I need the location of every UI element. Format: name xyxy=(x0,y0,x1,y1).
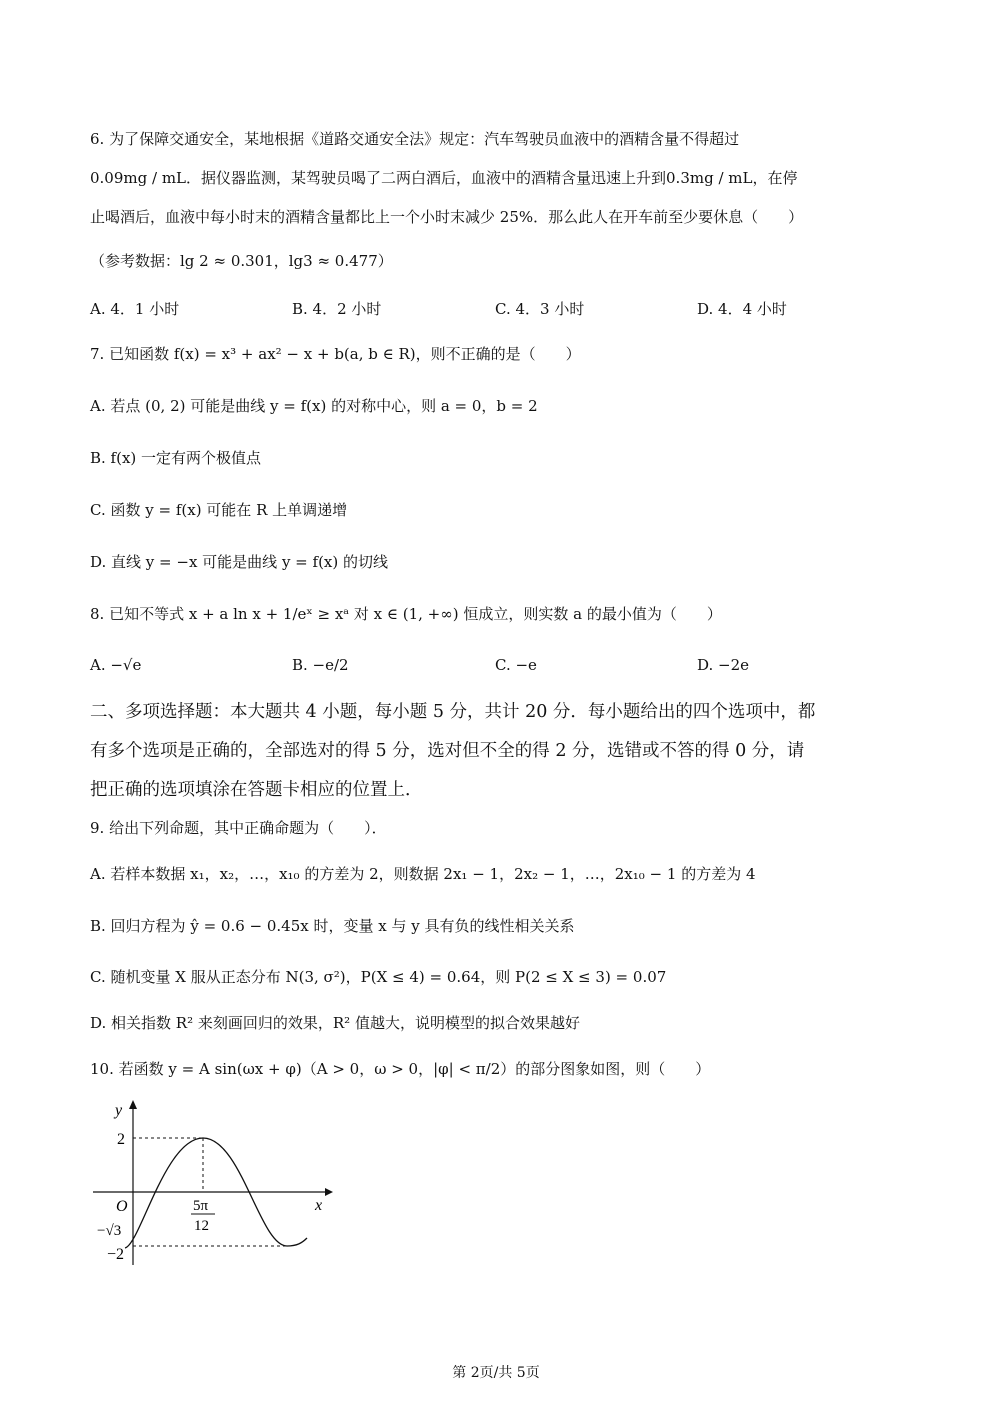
q6-option-b: B. 4．2 小时 xyxy=(292,300,382,318)
q6-line3: 止喝酒后，血液中每小时末的酒精含量都比上一个小时末减少 25%．那么此人在开车前至少要休息（ ） xyxy=(90,208,804,226)
origin-label: O xyxy=(116,1198,128,1215)
q8-option-c: C. −e xyxy=(495,656,537,674)
tick-label-neg2: −2 xyxy=(107,1246,125,1263)
x-tick-denominator: 12 xyxy=(194,1218,209,1234)
x-axis-label: x xyxy=(315,1197,323,1214)
q6-option-d: D. 4．4 小时 xyxy=(697,300,787,318)
q10-stem: 10. 若函数 y = A sin(ωx + φ)（A > 0，ω > 0，|φ| < π/2）的部分图象如图，则（ ） xyxy=(90,1060,711,1078)
x-tick-numerator: 5π xyxy=(193,1198,209,1214)
q8-stem: 8. 已知不等式 x + a ln x + 1/eˣ ≥ xᵃ 对 x ∈ (1, +∞) 恒成立，则实数 a 的最小值为（ ） xyxy=(90,605,722,623)
q6-option-a: A. 4．1 小时 xyxy=(90,300,180,318)
section2-line2: 有多个选项是正确的，全部选对的得 5 分，选对但不全的得 2 分，选错或不答的得 0 分，请 xyxy=(90,741,805,761)
q6-option-c: C. 4．3 小时 xyxy=(495,300,585,318)
q6-reference-data: （参考数据：lg 2 ≈ 0.301，lg3 ≈ 0.477） xyxy=(90,252,393,270)
q7-stem: 7. 已知函数 f(x) = x³ + ax² − x + b(a, b ∈ R)，则不正确的是（ ） xyxy=(90,345,581,363)
q8-option-a: A. −√e xyxy=(90,656,142,674)
q6-line2: 0.09mg / mL．据仪器监测，某驾驶员喝了二两白酒后，血液中的酒精含量迅速上升到0.3mg / mL，在停 xyxy=(90,169,798,187)
q9-option-d: D. 相关指数 R² 来刻画回归的效果，R² 值越大，说明模型的拟合效果越好 xyxy=(90,1014,580,1032)
sine-graph xyxy=(85,1095,345,1275)
page-footer: 第 2页/共 5页 xyxy=(452,1365,540,1381)
q8-option-b: B. −e/2 xyxy=(292,656,349,674)
tick-label-2: 2 xyxy=(117,1131,125,1148)
q7-option-a: A. 若点 (0, 2) 可能是曲线 y = f(x) 的对称中心，则 a = 0，b = 2 xyxy=(90,397,538,415)
q9-option-a: A. 若样本数据 x₁，x₂，…，x₁₀ 的方差为 2，则数据 2x₁ − 1，2x₂ − 1，…，2x₁₀ − 1 的方差为 4 xyxy=(90,865,756,883)
q7-option-d: D. 直线 y = −x 可能是曲线 y = f(x) 的切线 xyxy=(90,553,389,571)
q8-option-d: D. −2e xyxy=(697,656,750,674)
tick-label-neg-sqrt3: −√3 xyxy=(97,1223,122,1239)
q9-option-b: B. 回归方程为 ŷ = 0.6 − 0.45x 时，变量 x 与 y 具有负的线性相关关系 xyxy=(90,917,575,935)
q9-stem: 9. 给出下列命题，其中正确命题为（ ）． xyxy=(90,819,387,837)
y-axis-arrow xyxy=(129,1100,137,1109)
y-axis-label: y xyxy=(115,1102,123,1119)
sine-curve xyxy=(125,1138,307,1248)
section2-line1: 二、多项选择题：本大题共 4 小题，每小题 5 分，共计 20 分．每小题给出的四个选项中，都 xyxy=(90,702,816,722)
section2-line3: 把正确的选项填涂在答题卡相应的位置上． xyxy=(90,780,423,800)
q7-option-c: C. 函数 y = f(x) 可能在 R 上单调递增 xyxy=(90,501,348,519)
x-axis-arrow xyxy=(325,1188,333,1196)
q7-option-b: B. f(x) 一定有两个极值点 xyxy=(90,449,262,467)
q9-option-c: C. 随机变量 X 服从正态分布 N(3, σ²)，P(X ≤ 4) = 0.64，则 P(2 ≤ X ≤ 3) = 0.07 xyxy=(90,968,667,986)
q6-line1: 6. 为了保障交通安全，某地根据《道路交通安全法》规定：汽车驾驶员血液中的酒精含量不得超过 xyxy=(90,130,740,148)
